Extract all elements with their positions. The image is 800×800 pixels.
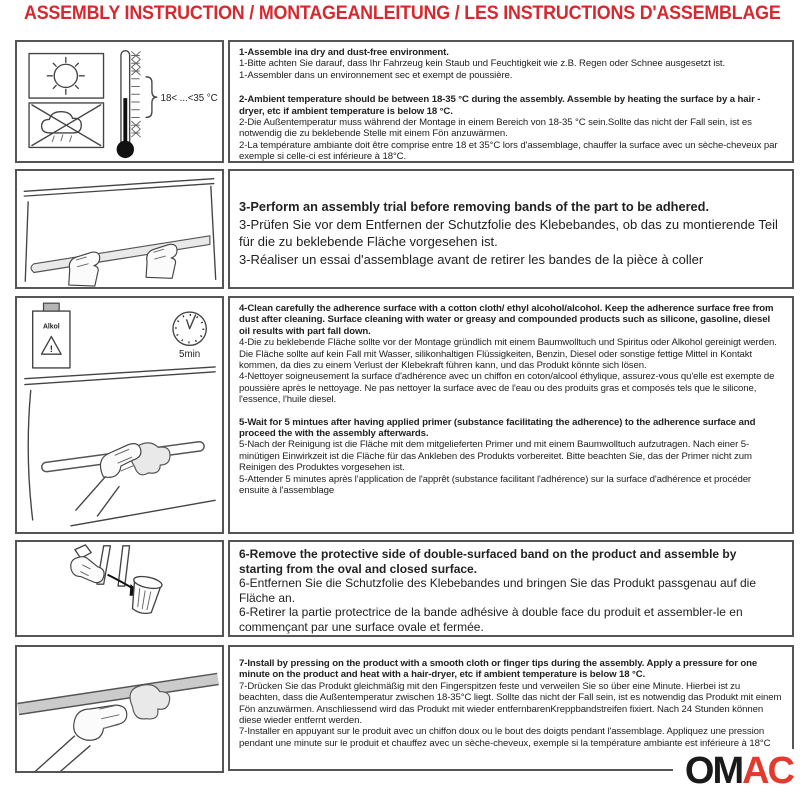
step3-en: 3-Perform an assembly trial before removing bands of the part to be adhered. <box>239 199 710 214</box>
step-6 <box>239 547 783 635</box>
illustration-box-trial-fit <box>15 169 224 289</box>
omac-logo <box>673 749 795 793</box>
step6-de: 6-Entfernen Sie die Schutzfolie des Klebebandes und bringen Sie das Produkt passgenau auf die Fläche an. <box>239 576 757 605</box>
step-7 <box>239 658 783 749</box>
step5-en: 5-Wait for 5 mintues after having applied primer (substance facilitating the adherence) to the adherence surface and proceed the with the assembly afterwards. <box>239 416 756 440</box>
step4-en: 4-Clean carefully the adherence surface with a cotton cloth/ ethyl alcohol/alcohol. Keep the adherence surface free from dust after cleaning. Surface cleaning with water or greasy and compounded products such as silicone, gasoline, diesel oil results with part fall down. <box>239 303 774 337</box>
bottle-label: Alkol <box>42 323 60 331</box>
step6-fr: 6-Retirer la partie protectrice de la bande adhésive à double face du produit et assembler-le en commençant par une surface ovale et fermée. <box>239 605 743 634</box>
trial-fit-illustration <box>17 171 222 287</box>
step1-de: 1-Bitte achten Sie darauf, dass Ihr Fahrzeug kein Staub und Feuchtigkeit wie z.B. Regen oder Schnee ausgesetzt ist. <box>239 58 726 70</box>
step4-fr: 4-Nettoyer soigneusement la surface d'adhérence avec un chiffon en coton/alcool éthylique, assurez-vous qu'elle est exempte de poussière après le nettoyage. Ne pas nettoyer la surface avec de l'eau ou des produits gras et composés tels que le silicone, l'essence, l'huile diesel. <box>239 371 775 406</box>
clock-label: 5min <box>179 349 201 361</box>
page-title: ASSEMBLY INSTRUCTION / MONTAGEANLEITUNG / LES INSTRUCTIONS D'ASSEMBLAGE <box>24 3 781 24</box>
illustration-box-environment <box>15 40 224 163</box>
step7-en: 7-Install by pressing on the product with a smooth cloth or finger tips during the assembly. Apply a pressure for one minute on the product and heat with a hair-dryer, etc if ambient temperature is below 18 °C. <box>239 658 758 681</box>
press-illustration <box>17 647 222 771</box>
logo-black-letters: OM <box>684 750 743 792</box>
text-box-step-3 <box>228 169 794 289</box>
step7-de: 7-Drücken Sie das Produkt gleichmäßig mit den Fingerspitzen feste und verweilen Sie so über eine Minute. Hierbei ist zu beachten, dass die Außentemperatur zwischen 18-35°C liegt. Sollte das nicht der Fall sein, ist es notwendig das Produkt mit einem Fön anzuwärmen. Anschliessend wird das Produkt mit wieder entfernbarenKreppbandstreifen fixiert. Nach 24 Stunden können diese wieder entfernt werden. <box>239 680 782 727</box>
thermometer-range-label: 18< ...<35 °C <box>160 93 218 105</box>
illustration-box-press <box>15 645 224 773</box>
warning-exclamation: ! <box>49 344 53 355</box>
alcohol-bottle-icon <box>33 311 70 368</box>
cleaning-illustration <box>17 298 222 532</box>
illustration-box-peel-band <box>15 540 224 637</box>
step2-fr: 2-La température ambiante doit être comprise entre 18 et 35°C lors d'assemblage, chauffer la surface avec un sèche-cheveux par exemple si celle-ci est inférieure à 18°C. <box>239 139 778 163</box>
text-box-steps-4-5 <box>228 296 794 534</box>
peel-band-illustration <box>17 542 222 635</box>
trim-strip <box>31 236 210 273</box>
illustration-box-cleaning <box>15 296 224 534</box>
step2-en: 2-Ambient temperature should be between 18-35 °C during the assembly. Assemble by heating the surface by a hair -dryer, etc if ambient temperature is below 18 °C. <box>239 94 761 117</box>
step-5 <box>239 417 783 497</box>
text-box-steps-1-2 <box>228 40 794 163</box>
step5-fr: 5-Attender 5 minutes après l'application de l'apprêt (substance facilitant l'adhérence) sur la surface d'adhérence et procéder ensuite à l'assemblage <box>239 473 752 497</box>
step3-fr: 3-Réaliser un essai d'assemblage avant de retirer les bandes de la pièce à coller <box>239 251 704 267</box>
peeling-hand-icon <box>71 557 104 583</box>
step-4 <box>239 303 783 406</box>
step2-de: 2-Die Außentemperatur muss während der Montage in einem Bereich von 18-35 °C sein.Sollte das nicht der Fall sein, ist es notwendig die zu beklebende Stelle mit einem Fön anzuwärmen. <box>239 117 752 140</box>
step-2 <box>239 94 783 162</box>
step-1 <box>239 47 783 81</box>
step-3 <box>239 198 783 268</box>
step5-de: 5-Nach der Reinigung ist die Fläche mit dem mitgelieferten Primer und mit einem Baumwolltuch aufzutragen. Nach einer 5-minütigen Einwirkzeit ist die Fläche für das Ankleben des Produkts vorbereitet. Bitte beachten Sie, das der Primer nicht zum Reinigen des Produktes vorgesehen ist. <box>239 439 752 474</box>
pressing-hand-icon <box>74 705 127 740</box>
text-box-step-6 <box>228 540 794 637</box>
logo-red-letters: AC <box>742 750 793 792</box>
step4-de: 4-Die zu beklebende Fläche sollte vor der Montage gründlich mit einem Baumwolltuch und Spiritus oder Alkohol gereinigt werden. Die Fläche sollte auf kein Fall mit Wasser, silikonhaltigen Flüssigkeiten, Benzin, Diesel oder sonstige fettige Mittel in Kontakt kommen, da dies zu einem Verlust der Klebekraft führen kann, und das Produkt könnte sich lösen. <box>239 337 777 372</box>
environment-conditions-icon <box>17 42 222 161</box>
step6-en: 6-Remove the protective side of double-surfaced band on the product and assemble by starting from the oval and closed surface. <box>239 547 737 576</box>
step3-de: 3-Prüfen Sie vor dem Entfernen der Schutzfolie des Klebebandes, ob das zu montierende Teil für die zu beklebende Fläche vorgesehen ist. <box>239 216 778 249</box>
sun-icon <box>54 64 77 87</box>
step1-en: 1-Assemble ina dry and dust-free environment. <box>239 47 449 58</box>
step7-fr: 7-Installer en appuyant sur le produit avec un chiffon doux ou le bout des doigts pendant l'assemblage. Appliquez une pression pendant une minute sur le produit et chauffez avec un sèche-cheveux, exemple si la température ambiante est inférieure à 18°C <box>239 726 771 749</box>
step1-fr: 1-Assembler dans un environnement sec et exempt de poussière. <box>239 69 513 81</box>
brace-glyph <box>146 77 157 118</box>
